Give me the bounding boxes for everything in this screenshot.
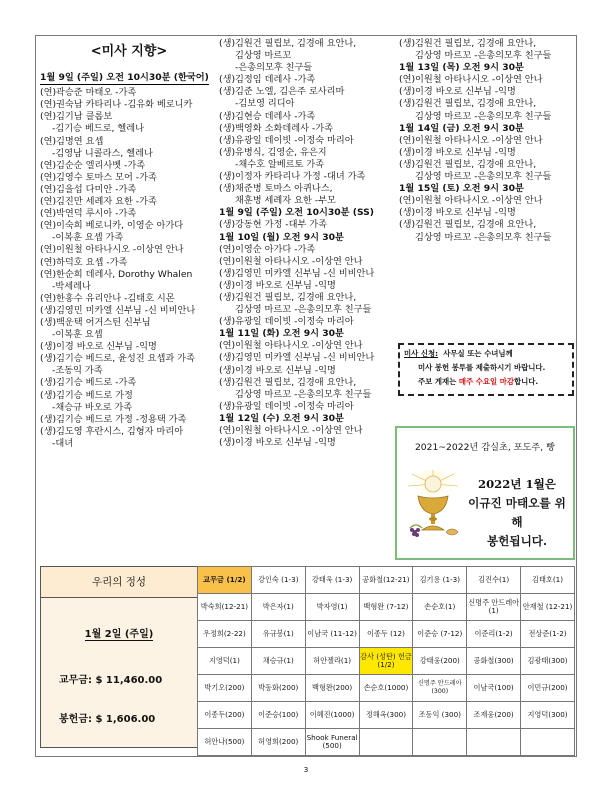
intention-entry: (연)한순희 데레사, Dorothy Whalen — [40, 268, 193, 280]
donor-cell: 감사 (성탄) 헌금 (1/2) — [359, 648, 413, 675]
intention-entry: (생)김기승 베드로, 윤성진 요셉과 가족 — [40, 353, 195, 365]
intention-entry: (생)김준 노엘, 김은주 로사리마 — [219, 86, 345, 98]
intention-entry: (생)유광일 데이빗 -이정숙 마리아 — [219, 316, 354, 328]
intention-entry: (연)이원철 아타나시오 -이상연 안나 — [40, 244, 184, 256]
donor-cell: 백형완(200) — [305, 675, 359, 702]
donor-cell: 이종두 (12) — [359, 621, 413, 648]
donor-row — [198, 594, 575, 621]
donor-cell: 이민규(200) — [521, 675, 575, 702]
donor-row — [198, 567, 575, 594]
intention-list-3 — [399, 38, 574, 244]
donor-row — [198, 729, 575, 756]
mass-date-heading: 1월 11일 (화) 오전 9시 30분 — [219, 328, 344, 340]
intention-entry: -은총의모후 친구들 — [235, 62, 313, 74]
donor-cell: 박동화(200) — [251, 675, 305, 702]
donor-cell: 이준승 (7-12) — [413, 621, 467, 648]
intention-entry: (생)김원건 필립보, 김경애 요안나, — [219, 291, 357, 303]
intention-entry: (연)이원철 아타나시오 -이상연 안나 — [399, 74, 543, 86]
mass-date-heading: 1월 10일 (월) 오전 9시 30분 — [219, 231, 344, 243]
donor-cell: 안재철 (12-21) — [521, 594, 575, 621]
donor-cell: 박숙희(12-21) — [198, 594, 252, 621]
donor-cell: 백형완 (7-12) — [359, 594, 413, 621]
intention-entry: (생)이경 바오로 신부님 -익명 — [219, 437, 336, 449]
donation-header: 2021~2022년 감실초, 포도주, 빵 — [414, 442, 556, 453]
intention-entry: (생)유광일 데이빗 -이정숙 마리아 — [219, 400, 354, 412]
donor-cell: 강인숙 (1-3) — [251, 567, 305, 594]
donor-cell: 정해옥(300) — [359, 702, 413, 729]
mass-date-heading: 1월 13일 (목) 오전 9시 30분 — [399, 62, 524, 74]
donor-cell: 조재웅(200) — [467, 702, 521, 729]
intention-entry: -조동익 가족 — [52, 365, 103, 377]
offering-summary — [40, 566, 198, 748]
notice-line3a: 주보 게재는 — [418, 377, 457, 386]
donor-cell: 허영희(200) — [251, 729, 305, 756]
intention-entry: (연)이원철 아타나시오 -이상연 안나 — [219, 340, 363, 352]
intention-entry: (연)이숙희 베로니카, 이영순 아가다 — [40, 220, 184, 232]
intention-entry: (연)김기남 클롭보 — [40, 111, 113, 123]
intention-entry: (연)김영수 토마스 모어 -가족 — [40, 171, 157, 183]
intention-entry: (생)김기승 베드로 가정 — [40, 389, 133, 401]
donor-cell: 전상준(1-2) — [521, 621, 575, 648]
donor-row — [198, 621, 575, 648]
intention-entry: (생)김기승 베드로 -가족 — [40, 377, 137, 389]
intention-entry: (생)강동현 가정 -대부 가족 — [219, 219, 327, 231]
intention-entry: 김상영 마르꼬 — [235, 50, 292, 62]
intention-entry: (연)김을섭 다미안 -가족 — [40, 183, 137, 195]
intention-entry: 김상영 마르꼬 -은총의모후 친구들 — [235, 388, 372, 400]
intention-entry: (생)채준병 토마스 아퀴나스, — [219, 183, 333, 195]
intention-entry: (연)하덕호 요셉 -가족 — [40, 256, 128, 268]
intention-entry: (생)김원건 필립보, 김경애 요안나, — [399, 219, 537, 231]
donor-cell: 김태호(1) — [521, 567, 575, 594]
mass-date-heading: 1월 12일 (수) 오전 9시 30분 — [219, 412, 344, 424]
intention-entry: 김상영 마르꼬 -은총의모후 친구들 — [235, 304, 372, 316]
intention-entry: -김기승 베드로, 헬레나 — [52, 123, 144, 135]
intention-entry: (생)김원건 필립보, 김경애 요안나, — [399, 38, 537, 49]
intention-entry: -이복훈 요셉 — [52, 329, 103, 341]
donor-cell: 김진수(1) — [467, 567, 521, 594]
mass-intention-column-2 — [219, 38, 399, 449]
donor-row — [198, 675, 575, 702]
page-title: <미사 지향> — [90, 44, 168, 59]
intention-entry: (연)이영순 아가다 -가족 — [219, 243, 316, 255]
donor-cell: 지영덕(300) — [521, 702, 575, 729]
intention-entry: 채훈병 세례자 요한 -부모 — [235, 195, 336, 207]
intention-entry: (연)한홍수 유리안나 -김태호 시몬 — [40, 292, 175, 304]
donation-box — [395, 426, 575, 560]
notice-deadline: 매주 수요일 마감 — [458, 377, 514, 386]
donor-cell: 김기용 (1-3) — [413, 567, 467, 594]
intention-entry: (생)이경 바오로 신부님 -익명 — [219, 364, 336, 376]
intention-entry: (연)이원철 아타나시오 -이상연 안나 — [219, 255, 363, 267]
offering-header: 우리의 정성 — [41, 567, 197, 598]
donor-cell: 이남국 (11-12) — [305, 621, 359, 648]
intention-entry: (생)김기승 베드로 가정 -정용택 가족 — [40, 413, 187, 425]
mass-date-heading: 1월 9일 (주일) 오전 10시30분 (한국어) — [40, 72, 209, 85]
donation-line1: 2022년 1월은 — [478, 477, 556, 491]
donor-cell: 이준리(1-2) — [467, 621, 521, 648]
mass-date-heading: 1월 14일 (금) 오전 9시 30분 — [399, 122, 524, 134]
offering-date: 1월 2일 (주일) — [84, 629, 154, 640]
intention-entry: -채수호 알베르토 가족 — [235, 158, 325, 170]
intention-entry: (생)김원건 필립보, 김경애 요안나, — [219, 38, 357, 49]
intention-entry: (생)이경 바오로 신부님 -익명 — [399, 146, 516, 158]
mass-date-heading: 1월 9일 (주일) 오전 10시30분 (SS) — [219, 207, 374, 219]
donor-cell — [359, 729, 413, 756]
intention-entry: -채승규 바오로 가족 — [52, 401, 133, 413]
donor-row — [198, 648, 575, 675]
donor-cell: 강태욱 (1-3) — [305, 567, 359, 594]
intention-entry: -김영남 니콜라스, 헬레나 — [52, 147, 153, 159]
intention-entry: (생)이경 바오로 신부님 -익명 — [40, 341, 157, 353]
chalice-icon — [404, 470, 462, 538]
intention-entry: (생)이경 바오로 신부님 -익명 — [399, 207, 516, 219]
donor-cell: 조동익 (300) — [413, 702, 467, 729]
donation-line3: 봉헌됩니다. — [486, 534, 548, 548]
intention-entry: -김보영 리디아 — [235, 98, 295, 110]
donor-cell — [521, 729, 575, 756]
donor-cell: 공화철(12-21) — [359, 567, 413, 594]
mass-intention-column-1 — [40, 38, 218, 450]
notice-line2: 미사 봉헌 봉투를 제출하시기 바랍니다. — [418, 363, 546, 372]
intention-entry: (연)이원철 아타나시오 -이상연 안나 — [219, 425, 363, 436]
intention-entry: (생)김원건 필립보, 김경애 요안나, — [219, 376, 357, 388]
intention-entry: (생)김영민 미카엘 신부님 -신 비비안나 — [40, 304, 196, 316]
intention-entry: (생)유광일 데이빗 -이정숙 마리아 — [219, 134, 354, 146]
donor-cell: 박은자(1) — [251, 594, 305, 621]
intention-entry: (생)백운택 어거스틴 신부님 — [40, 316, 151, 328]
donor-cell: 박기오(200) — [198, 675, 252, 702]
donor-cell: 신명주 안드레아 (1) — [467, 594, 521, 621]
notice-label: 미사 신청: — [404, 349, 439, 358]
donor-cell — [467, 729, 521, 756]
intention-entry: (생)김원건 필립보, 김경애 요안나, — [399, 158, 537, 170]
mass-request-notice — [398, 343, 574, 396]
donation-line2: 이규진 마태오를 위해 — [468, 496, 566, 529]
mass-date-heading: 1월 15일 (토) 오전 9시 30분 — [399, 183, 524, 195]
intention-entry: (연)김순순 엘리사벳 -가족 — [40, 159, 146, 171]
intention-entry: (연)김명연 요셉 — [40, 135, 104, 147]
donor-cell: 우정희(2-22) — [198, 621, 252, 648]
intention-entry: (생)김원건 필립보, 김경애 요안나, — [399, 98, 537, 110]
intention-entry: (생)이정자 카타리나 가정 -대녀 가족 — [219, 171, 366, 183]
offering-collection: 교무금: $ 11,460.00 — [59, 675, 163, 686]
intention-entry: -이복훈 요셉 가족 — [52, 232, 124, 244]
donor-cell: 김광태(300) — [521, 648, 575, 675]
intention-entry: 김상영 마르꼬 -은총의모후 친구들 — [415, 110, 552, 122]
donor-row — [198, 702, 575, 729]
intention-entry: -박세레나 — [52, 280, 91, 292]
intention-entry: (생)김정임 데레사 -가족 — [219, 74, 316, 86]
mass-intention-column-3 — [399, 38, 574, 244]
intention-entry: (연)이원철 아타나시오 -이상연 안나 — [399, 134, 543, 146]
intention-entry: -대녀 — [52, 437, 74, 449]
intention-entry: (생)김영민 미카엘 신부님 -신 비비안나 — [219, 267, 375, 279]
notice-line1: 사무실 또는 수녀님께 — [443, 349, 513, 358]
donor-cell — [413, 729, 467, 756]
donor-cell: 지영덕(1) — [198, 648, 252, 675]
donor-table — [197, 566, 575, 756]
intention-entry: (생)김영민 미카엘 신부님 -신 비비안나 — [219, 352, 375, 364]
offering-dedication: 봉헌금: $ 1,606.00 — [59, 714, 156, 725]
intention-entry: (생)백영화 소화데레사 -가족 — [219, 122, 333, 134]
donor-cell: 이혜진(1000) — [305, 702, 359, 729]
intention-entry: (연)박연덕 루시아 -가족 — [40, 208, 137, 220]
intention-entry: (연)권숙남 카타리나 -김유화 베로니카 — [40, 99, 193, 111]
donor-cell: 신명주 안드레아 (300) — [413, 675, 467, 702]
intention-list-2 — [219, 38, 399, 449]
donor-cell: 이남국(100) — [467, 675, 521, 702]
intention-entry: 김상영 마르꼬 -은총의모후 친구들 — [415, 50, 552, 62]
donor-cell: 교무금 (1/2) — [198, 567, 252, 594]
donor-cell: 손순호(1000) — [359, 675, 413, 702]
page-number: 3 — [303, 765, 309, 774]
intention-entry: (생)유병식, 김영순, 유은지 — [219, 146, 327, 158]
intention-entry: 김상영 마르꼬 -은총의모후 친구들 — [415, 171, 552, 183]
donor-cell: 손순호(1) — [413, 594, 467, 621]
intention-entry: 김상영 마르꼬 -은총의모후 친구들 — [415, 231, 552, 243]
intention-entry: (생)이경 바오로 신부님 -익명 — [219, 279, 336, 291]
donor-cell: 강태웅(200) — [413, 648, 467, 675]
donor-cell: 유규봉(1) — [251, 621, 305, 648]
donor-cell: 허안나(500) — [198, 729, 252, 756]
intention-entry: (연)이원철 아타나시오 -이상연 안나 — [399, 195, 543, 207]
intention-list-1 — [40, 72, 218, 450]
intention-entry: (연)김진만 세례자 요한 -가족 — [40, 196, 157, 208]
donor-cell: 공화철(300) — [467, 648, 521, 675]
donor-cell: 이준승(100) — [251, 702, 305, 729]
intention-entry: (생)김도영 후란시스, 김형자 마리아 — [40, 425, 184, 437]
intention-entry: (연)곽승준 마태오 -가족 — [40, 87, 137, 99]
intention-entry: (생)김현승 데레사 -가족 — [219, 110, 316, 122]
donor-cell: Shook Funeral (500) — [305, 729, 359, 756]
intention-entry: (생)이경 바오로 신부님 -익명 — [399, 86, 516, 98]
donor-cell: 허안젤라(1) — [305, 648, 359, 675]
donor-cell: 이종두(200) — [198, 702, 252, 729]
donor-cell: 박자영(1) — [305, 594, 359, 621]
notice-line3c: 합니다. — [513, 377, 539, 386]
donor-cell: 채승규(1) — [251, 648, 305, 675]
